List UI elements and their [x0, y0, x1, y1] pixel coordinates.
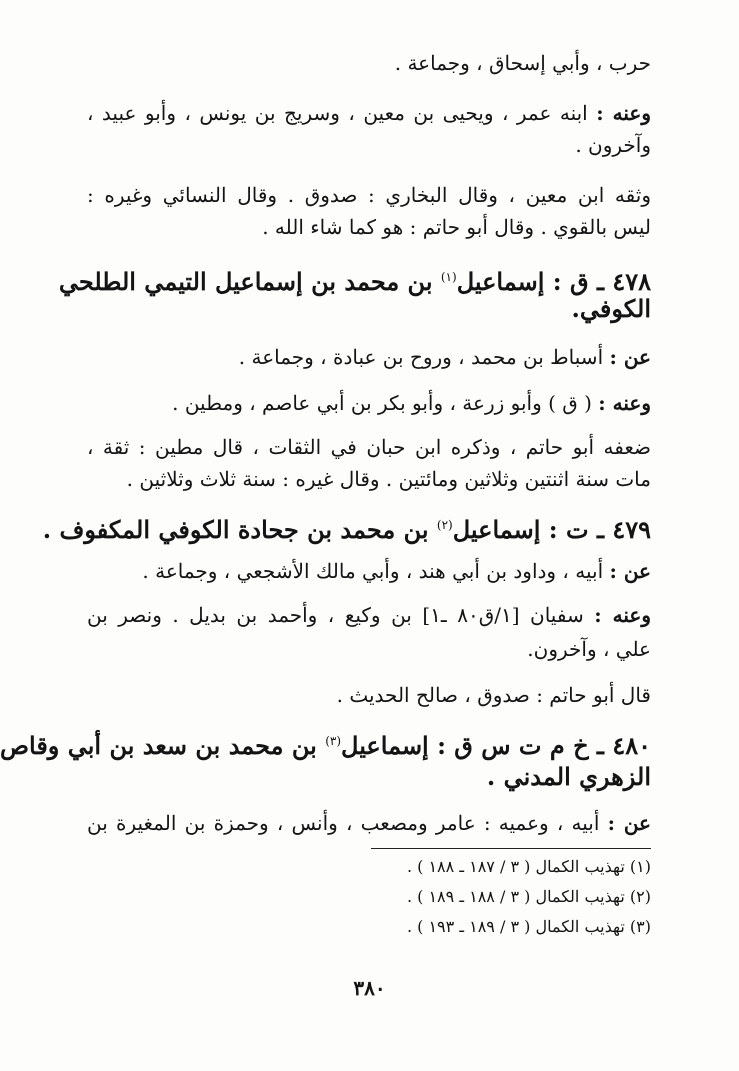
entry-heading-478: ٤٧٨ ـ ق : إسماعيل$^{(١)}$ بن محمد بن إسماعيل التيمي الطلحي	[58, 267, 651, 296]
text-line-1: حرب ، وأبي إسحاق ، وجماعة .	[394, 51, 651, 75]
entry-heading-479: ٤٧٩ ـ ت : إسماعيل$^{(٢)}$ بن محمد بن جحادة الكوفي المكفوف .	[42, 515, 651, 544]
entry-heading-478-cont: الكوفي.	[571, 294, 651, 323]
footnote-3: (٣) تهذيب الكمال ( ٣ / ١٨٩ ـ ١٩٣ ) .	[406, 917, 651, 936]
entry-heading-480: ٤٨٠ ـ خ م ت س ق : إسماعيل$^{(٣)}$ بن محمد بن سعد بن أبي وقاص	[0, 731, 651, 760]
text-line-8: عن : أسباط بن محمد ، وروح بن عبادة ، وجماعة .	[238, 345, 651, 369]
text-line-14: وعنه : سفيان [١/ق٨٠ ـ١] بن وكيع ، وأحمد بن بديل . ونصر بن	[87, 603, 651, 627]
text-line-2: وعنه : ابنه عمر ، ويحيى بن معين ، وسريج بن يونس ، وأبو عبيد ،	[87, 101, 651, 125]
footnote-separator	[371, 848, 651, 849]
text-line-9: وعنه : ( ق ) وأبو زرعة ، وأبو بكر بن أبي عاصم ، ومطين .	[172, 391, 651, 415]
text-line-15: علي ، وآخرون.	[527, 637, 651, 661]
entry-heading-480-cont: الزهري المدني .	[486, 762, 651, 791]
text-line-10: ضعفه أبو حاتم ، وذكره ابن حبان في الثقات ، قال مطين : ثقة ،	[87, 435, 651, 459]
text-line-4: وثقه ابن معين ، وقال البخاري : صدوق . وقال النسائي وغيره :	[87, 183, 651, 207]
text-line-16: قال أبو حاتم : صدوق ، صالح الحديث .	[336, 683, 651, 707]
text-line-11: مات سنة اثنتين وثلاثين ومائتين . وقال غيره : سنة ثلاث وثلاثين .	[126, 467, 651, 491]
text-line-13: عن : أبيه ، وداود بن أبي هند ، وأبي مالك الأشجعي ، وجماعة .	[142, 559, 651, 583]
footnote-1: (١) تهذيب الكمال ( ٣ / ١٨٧ ـ ١٨٨ ) .	[406, 857, 651, 876]
page-number: ٣٨٠	[353, 976, 386, 1000]
text-line-19: عن : أبيه ، وعميه : عامر ومصعب ، وأنس ، وحمزة بن المغيرة بن	[87, 811, 651, 835]
text-line-5: ليس بالقوي . وقال أبو حاتم : هو كما شاء الله .	[262, 215, 651, 239]
text-line-3: وآخرون .	[575, 133, 651, 157]
footnote-2: (٢) تهذيب الكمال ( ٣ / ١٨٨ ـ ١٨٩ ) .	[406, 887, 651, 906]
